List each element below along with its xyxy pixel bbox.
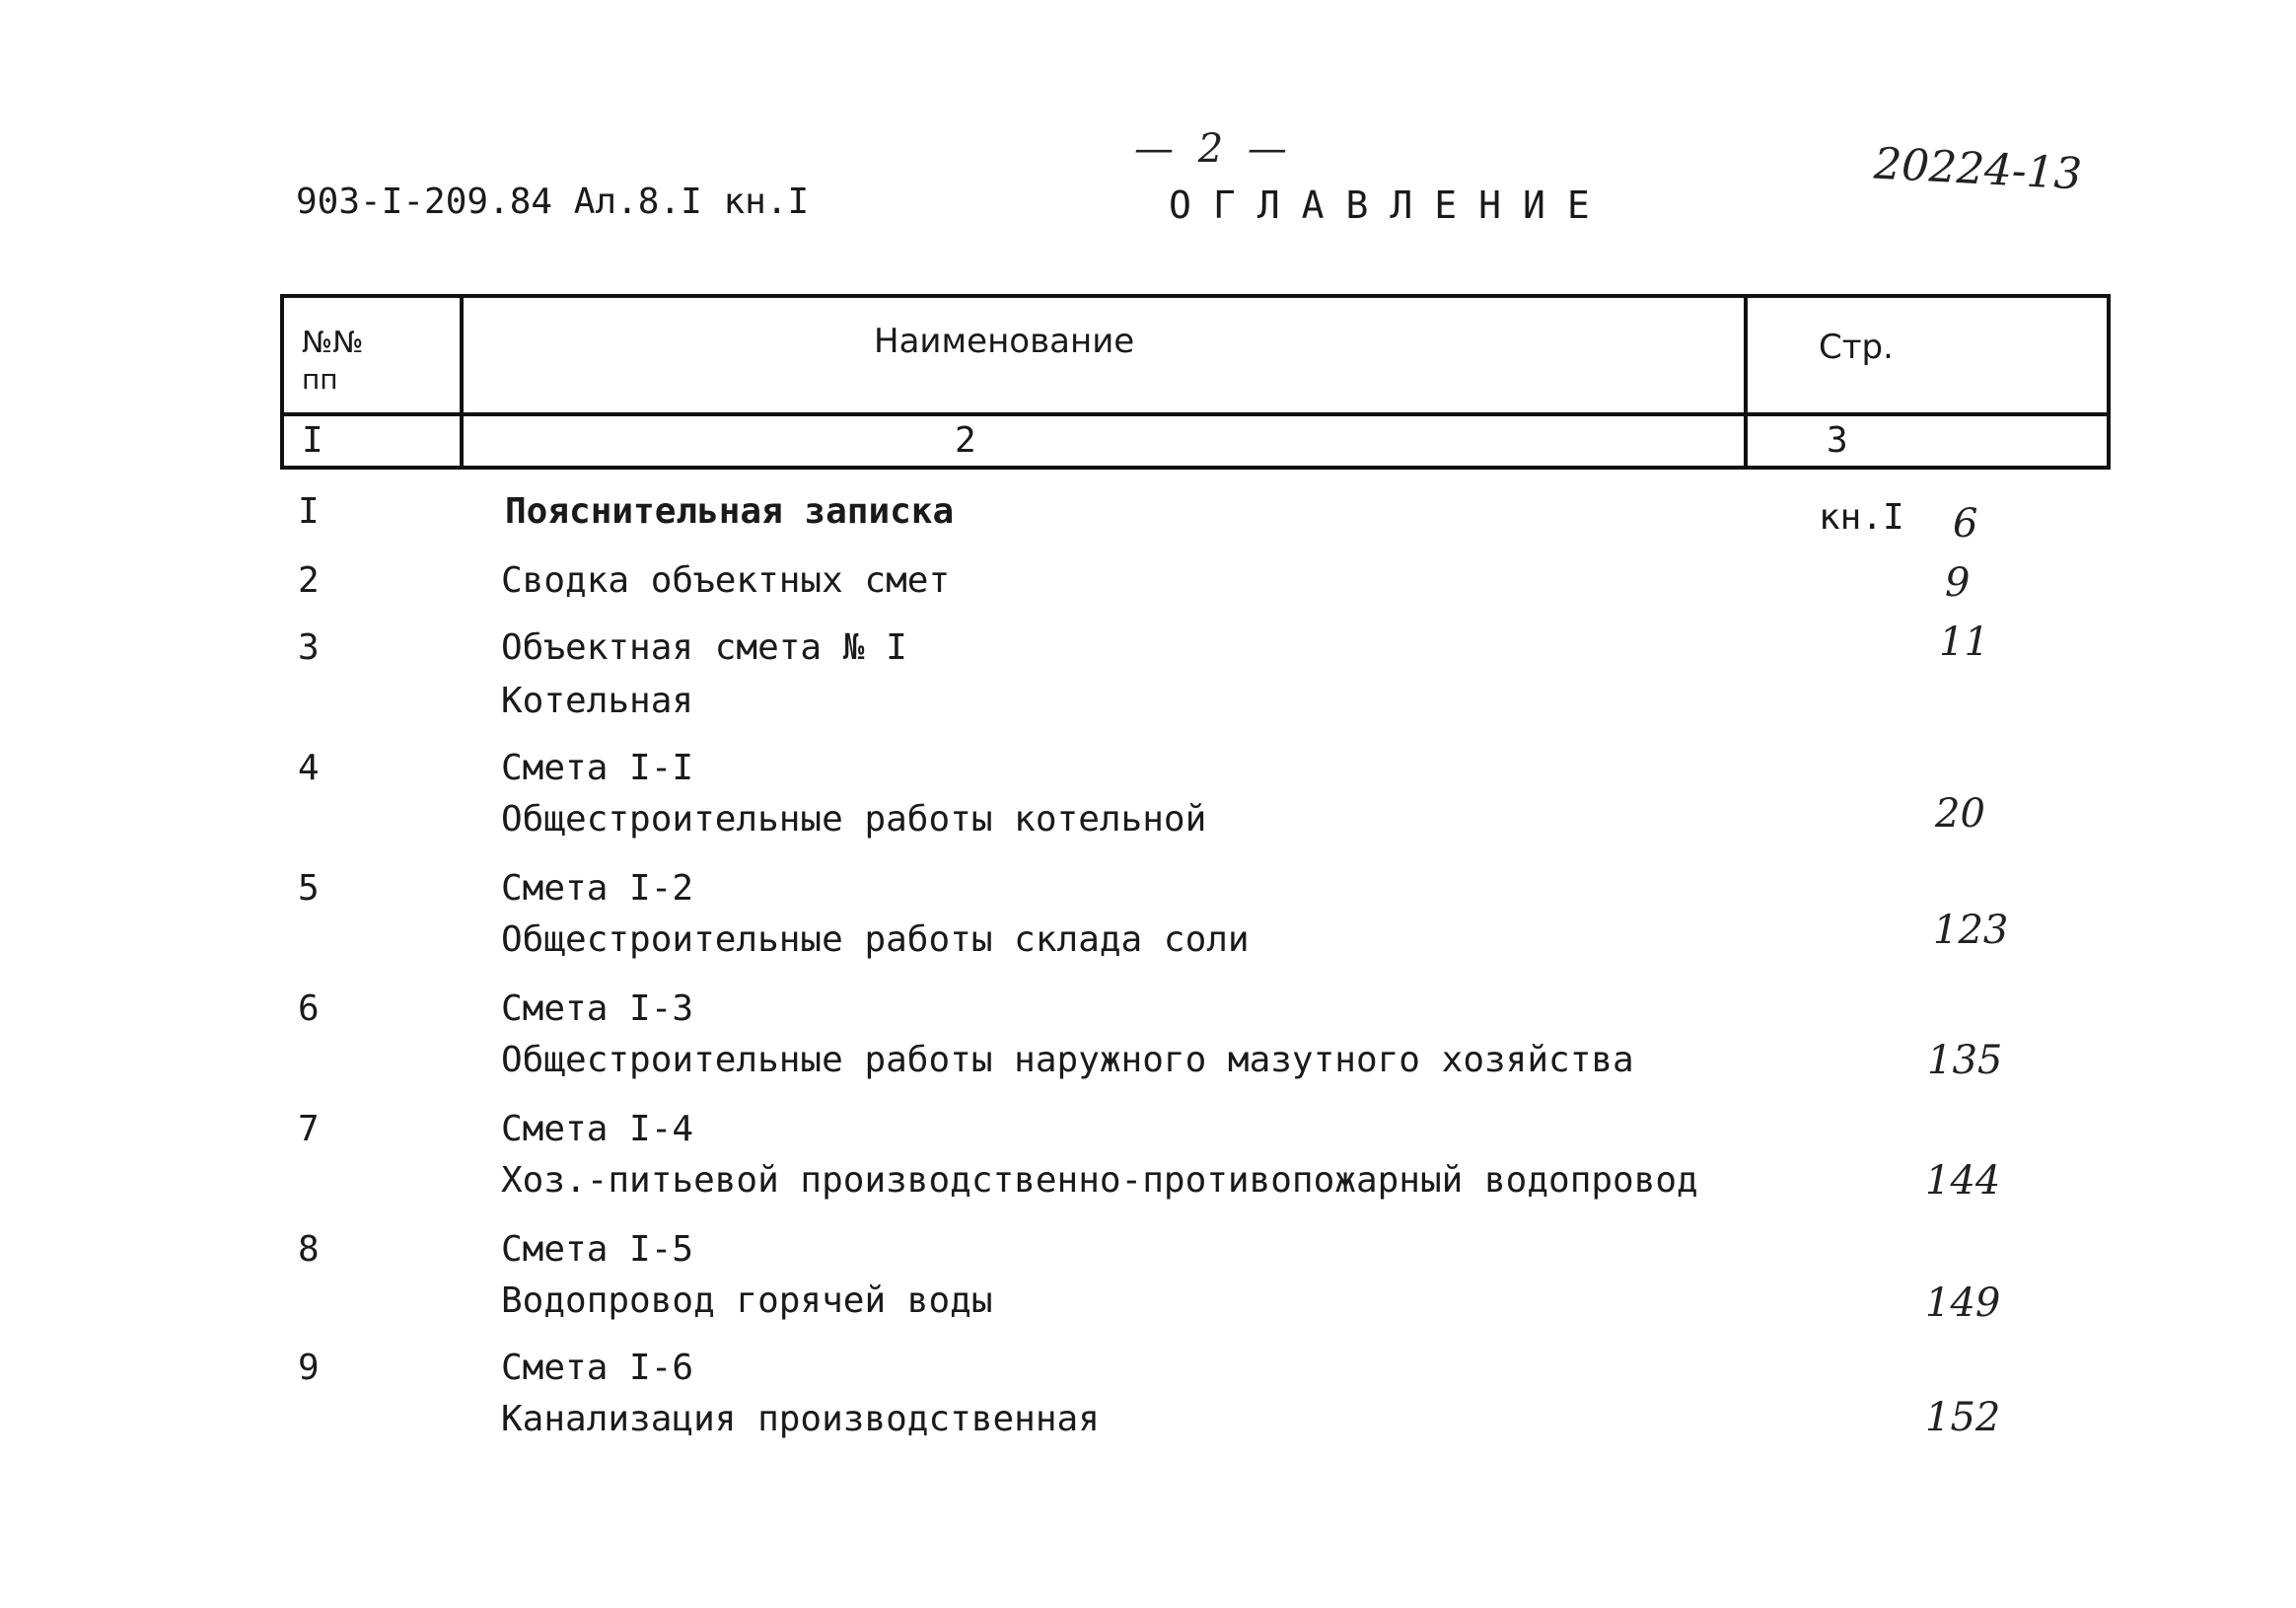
row-title: Смета I-5 xyxy=(501,1229,694,1270)
row-title: Смета I-I xyxy=(501,748,694,788)
row-number: 8 xyxy=(298,1229,320,1270)
document-code: 903-I-209.84 Ал.8.I кн.I xyxy=(296,182,810,222)
row-subtitle: Общестроительные работы наружного мазутного хозяйства xyxy=(501,1040,1634,1080)
row-title: Смета I-4 xyxy=(501,1109,694,1149)
row-number: 9 xyxy=(298,1348,320,1388)
row-divider xyxy=(284,412,2107,416)
row-title: Пояснительная записка xyxy=(505,491,955,532)
row-subtitle: Хоз.-питьевой производственно-противопожарный водопровод xyxy=(501,1160,1698,1201)
row-subtitle: Канализация производственная xyxy=(501,1399,1100,1439)
header-page-label: Стр. xyxy=(1819,328,1894,367)
row-page: 20 xyxy=(1935,791,1985,837)
row-page: 149 xyxy=(1925,1280,2001,1326)
row-page: 123 xyxy=(1933,908,2009,953)
header-index-1: I xyxy=(302,420,323,461)
row-number: 5 xyxy=(298,868,320,909)
column-divider xyxy=(1744,298,1748,466)
header-number-label-2: пп xyxy=(302,363,338,396)
row-number: 4 xyxy=(298,748,320,788)
row-subtitle: Общестроительные работы котельной xyxy=(501,799,1207,840)
header-number-label: №№ xyxy=(302,326,364,360)
row-page: 135 xyxy=(1927,1038,2003,1083)
page-title: ОГЛАВЛЕНИЕ xyxy=(1169,183,1612,227)
row-number: 7 xyxy=(298,1109,320,1149)
row-number: 2 xyxy=(298,560,320,601)
row-page: 144 xyxy=(1925,1158,2001,1204)
row-title: Смета I-3 xyxy=(501,988,694,1029)
row-subtitle: Водопровод горячей воды xyxy=(501,1280,993,1321)
toc-table-header xyxy=(280,294,2111,470)
column-divider xyxy=(460,298,464,466)
row-page: 6 xyxy=(1953,501,1978,547)
row-title: Объектная смета № I xyxy=(501,627,907,668)
row-number: 3 xyxy=(298,627,320,668)
row-book: кн.I xyxy=(1819,497,1904,538)
header-index-3: 3 xyxy=(1827,420,1848,461)
row-number: 6 xyxy=(298,988,320,1029)
row-title: Сводка объектных смет xyxy=(501,560,951,601)
row-title: Смета I-2 xyxy=(501,868,694,909)
row-subtitle: Котельная xyxy=(501,681,694,721)
row-page: 9 xyxy=(1945,560,1971,606)
row-page: 152 xyxy=(1925,1395,2001,1440)
archive-number: 20224-13 xyxy=(1872,138,2084,200)
row-title: Смета I-6 xyxy=(501,1348,694,1388)
row-page: 11 xyxy=(1939,620,1989,665)
header-index-2: 2 xyxy=(955,420,976,461)
row-subtitle: Общестроительные работы склада соли xyxy=(501,919,1250,960)
header-name-label: Наименование xyxy=(874,322,1135,361)
page-number: — 2 — xyxy=(1134,126,1293,172)
row-number: I xyxy=(298,491,320,532)
